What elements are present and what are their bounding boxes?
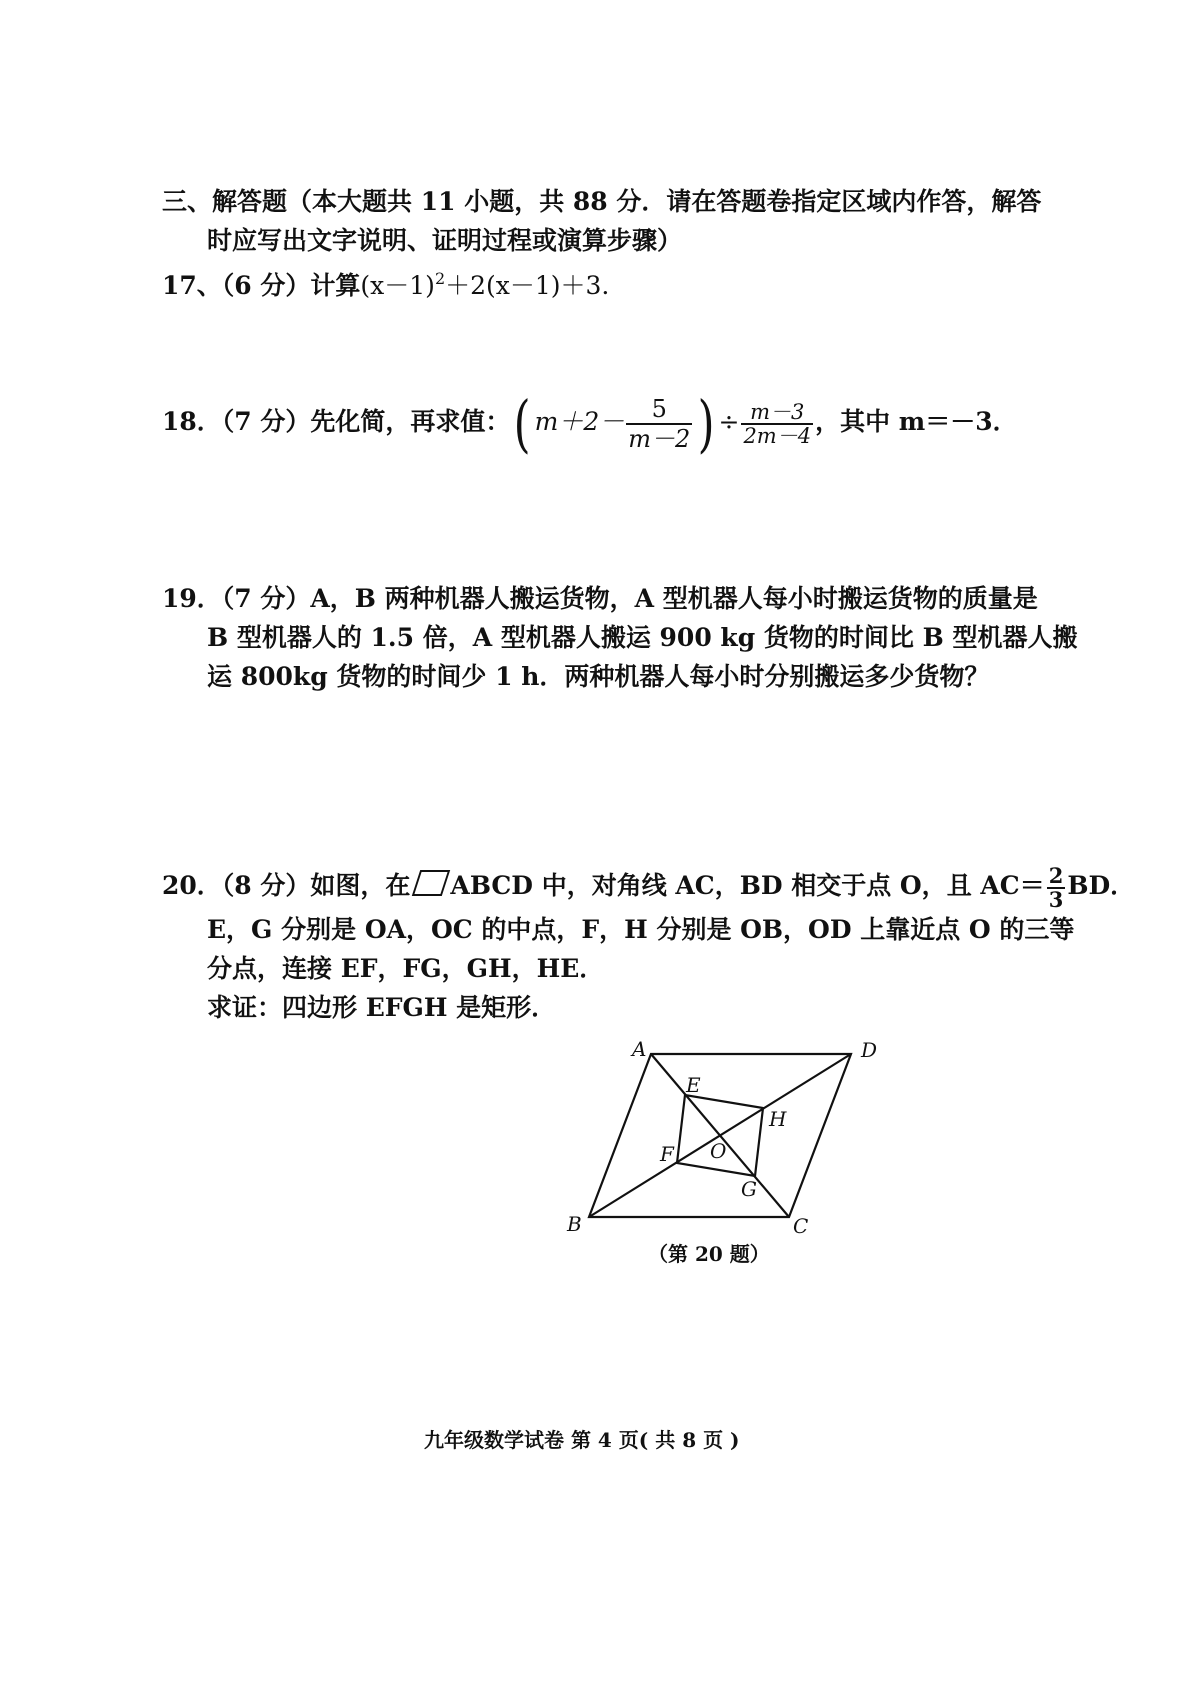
question-text: A，B 两种机器人搬运货物，A 型机器人每小时搬运货物的质量是 [310, 584, 1038, 613]
term-1: m＋2－ [534, 407, 625, 436]
right-paren: ) [697, 386, 715, 460]
figure-caption: （第 20 题） [648, 1242, 770, 1266]
question-score: （8 分） [221, 871, 311, 900]
question-19-line3: 运 800kg 货物的时间少 1 h．两种机器人每小时分别搬运多少货物？ [207, 662, 990, 691]
question-number: 17、 [162, 271, 222, 300]
label-h: H [769, 1107, 787, 1131]
fraction-2-numerator: m－3 [741, 401, 813, 425]
label-d: D [861, 1038, 878, 1062]
left-paren: ( [514, 386, 531, 460]
expression-part-b: ＋2(x－1)＋3． [445, 271, 627, 300]
label-a: A [632, 1037, 647, 1061]
fraction-1-numerator: 5 [626, 395, 692, 425]
expression-part-a: (x－1) [360, 271, 435, 300]
section-header-line2: 时应写出文字说明、证明过程或演算步骤） [207, 226, 683, 255]
fraction-2-denominator: 2m－4 [743, 423, 812, 448]
question-20-line4: 求证：四边形 EFGH 是矩形． [207, 993, 557, 1022]
page-footer: 九年级数学试卷 第 4 页( 共 8 页 ) [424, 1428, 740, 1452]
question-score: （7 分） [221, 584, 311, 613]
question-number: 18． [162, 407, 222, 436]
divide-sign: ÷ [718, 407, 740, 436]
question-score: （7 分） [221, 407, 311, 436]
question-prefix: 计算 [310, 271, 361, 300]
question-19-line2: B 型机器人的 1.5 倍，A 型机器人搬运 900 kg 货物的时间比 B 型机器人搬 [207, 623, 1078, 652]
question-number: 19． [162, 584, 222, 613]
fraction-denominator: 3 [1048, 886, 1064, 912]
question-text-c: BD． [1067, 871, 1136, 900]
label-f: F [660, 1142, 674, 1166]
question-prefix: 先化简，再求值： [310, 407, 511, 436]
question-score: （6 分） [221, 271, 311, 300]
question-suffix: ，其中 m＝－3． [815, 407, 1018, 436]
label-b: B [567, 1212, 582, 1236]
exponent: 2 [434, 269, 446, 288]
label-g: G [741, 1177, 757, 1201]
label-o: O [710, 1139, 727, 1163]
label-c: C [793, 1214, 809, 1238]
fraction-1-denominator: m－2 [628, 424, 691, 453]
fraction-numerator: 2 [1048, 862, 1064, 888]
label-e: E [686, 1073, 701, 1097]
diagonal-bd [589, 1054, 851, 1217]
question-number: 20． [162, 871, 222, 900]
question-20-line2: E，G 分别是 OA，OC 的中点，F，H 分别是 OB，OD 上靠近点 O 的三等 [207, 915, 1075, 944]
question-20-line3: 分点，连接 EF，FG，GH，HE． [207, 954, 605, 983]
question-text-a: 如图，在 [310, 871, 411, 900]
section-header-line1: 三、解答题（本大题共 11 小题，共 88 分．请在答题卷指定区域内作答，解答 [162, 187, 1042, 216]
question-text-b: ABCD 中，对角线 AC，BD 相交于点 O，且 AC＝ [450, 871, 1045, 900]
